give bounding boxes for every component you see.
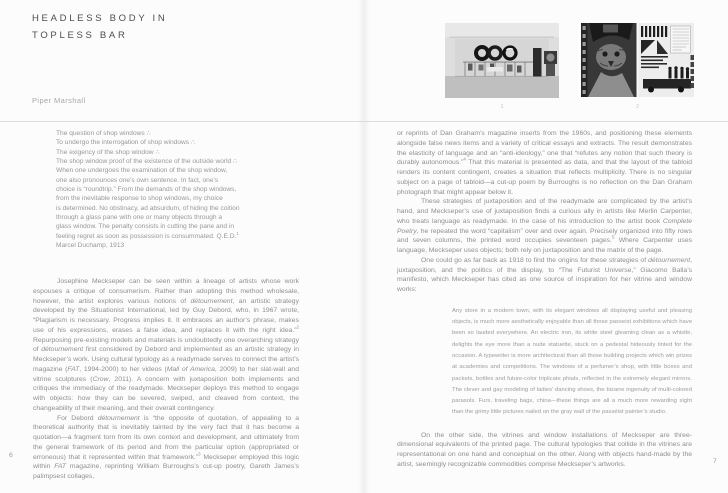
epigraph-line: To undergo the interrogation of shop windows ∴ [56, 139, 196, 147]
epigraph-line: The shop window proof of the existence of the outside world ∴ [56, 158, 238, 166]
epigraph-line: through a glass pane with one or many objects through a [56, 214, 223, 222]
figure-1-caption: 1 [500, 104, 504, 110]
body-paragraph: For Debord détournement is “the opposite of quotation, of appealing to a theoretical authority that is inevitably tainted by the very fact that it has become a quotation—a fragment torn from its own context and development, and ultimately from the general framework of its period and from the particular option (appropriated or erroneous) that it represented within that framework.”$^3$ Meckseper employed this logic within FAT magazine, reprinting William Burroughs’s cut-up poetry, Gareth James’s palimpsest collages, [33, 414, 300, 480]
author-name: Piper Marshall [32, 96, 86, 105]
body-paragraph: These strategies of juxtaposition and of the readymade are complicated by the artist’s hand, and Meckseper’s use of juxtaposition finds a curious ally in artists like Merlin Carpenter, who treats language as readymade. In the case of his introduction to the artist book Complete Poetry, he repeated the word “capitalism” over and over again. Precisely organized into fifty rows and seven columns, the printed word occupies seventeen pages.$^5$ Where Carpenter uses language, Meckseper uses objects; both rely on juxtaposition and the matrix of the page. [397, 198, 692, 254]
body-paragraph: Josephine Meckseper can be seen within a lineage of artists whose work espouses a critique of consumerism. Rather than adopting this method wholesale, however, the artist explores various notions of détournement, an artistic strategy developed by the Situationist International, led by Guy Debord, who, in 1967 wrote, “Plagiarism is necessary. Progress implies it. It embraces an author’s phrase, makes use of his expressions, erases a false idea, and replaces it with the right idea.”$^2$ Repurposing pre-existing models and materials is undoubtedly one overarching strategy of détournement first considered by Debord and implemented as an artistic strategy in Meckseper’s work. Using cultural typology as a readymade serves to connect the artist’s magazine (FAT, 1994-2000) to her videos (Mall of America, 2009) to her slat-wall and vitrine sculptures (Crow, 2011). A concern with juxtaposition both implements and critiques the immediacy of the readymade. Meckseper deploys this method to engage with objects: how they can be severed, swiped, and cleaved from context, the changeability of their meaning, and their overall contingency. [33, 278, 299, 412]
epigraph-line: Marcel Duchamp, 1913 [56, 242, 125, 250]
body-paragraph: One could go as far back as 1918 to find the origins for these strategies of détournement, juxtaposition, and the politics of the display, to “The Futurist Universe,” Giacomo Balla’s manifesto, which Meckseper has cited as one source of inspiration for her vitrine and window works: [397, 256, 692, 293]
balla-blockquote: Any store in a modern town, with its elegant windows all displaying useful and pleasing objects, is much more aesthetically enjoyable than all those passeist exhibitions which have been so lauded everywhere. An electric iron, its white steel gleaming clean as a whistle, delights the eye more than a nude statuette, stuck on a pedestal hideously tinted for the occasion. A typewriter is more architectural than all those building projects which win prizes at academies and competitions. The windows of a perfumer’s shop, with little boxes and packets, bottles and future-color triplicate phials, reflected in the extremely elegant mirrors. The clever and gay modeling of ladies’ dancing shoes, the bizarre ingenuity of multi-colored parasols. Furs, traveling bags, china—these things are all a much more rewarding sight than the grimy little pictures nailed on the gray wall of the passéist painter’s studio. [452, 307, 692, 416]
left-page-body [33, 277, 299, 482]
page-title-line-1: HEADLESS BODY IN [32, 13, 168, 24]
epigraph-line: glass window. The penalty consists in cutting the pane and in [56, 223, 235, 231]
right-page-body [397, 129, 692, 470]
figure-1-installation-photo [445, 23, 559, 98]
epigraph-line: one also pronounces one’s own sentence. In fact, one’s [56, 176, 219, 184]
duchamp-epigraph [56, 129, 308, 250]
epigraph-line: When one undergoes the examination of the shop window, [56, 167, 228, 175]
figure-2-magazine-spread-photo [581, 23, 694, 97]
epigraph-line: is determined. No obstinacy, ad absurdum, of hiding the coition [56, 204, 240, 212]
epigraph-line: The exigency of the shop window ∴ [56, 148, 160, 156]
epigraph-line: choice is “roundtrip.” From the demands of the shop windows, [56, 186, 237, 194]
page-title-line-2: TOPLESS BAR [32, 29, 128, 41]
header-divider-rule [0, 121, 728, 122]
epigraph-line: The question of shop windows ∴ [56, 130, 151, 137]
body-paragraph: or reprints of Dan Graham’s magazine inserts from the 1960s, and positioning these elements alongside false news items and a variety of critical essays and extracts. The result demonstrates the elasticity of language and an “anti-ideology,” one that “refutes any notion that such theory is durably autonomous.”$^4$ That this material is presented as data, and that the layout of the tabloid renders its content contingent, creates a situation that reflects multiplicity. There is no singular subject on a page of tabloid—a cut-up poem by Burroughs is no reflection on the Dan Graham photograph that might appear below it. [397, 130, 693, 196]
page-gutter-shadow [358, 0, 370, 493]
page-number-left: 6 [9, 452, 13, 459]
body-paragraph: On the other side, the vitrines and window installations of Meckseper are three-dimensional equivalents of the printed page. The cultural typologies that collide in the vitrines are representational on one hand and conceptual on the other. Along with objects hand-made by the artist, seemingly recognizable commodities comprise Meckseper’s artworks. [397, 431, 692, 468]
right-body-lower [397, 431, 692, 470]
right-body-upper [397, 129, 692, 295]
figure-2-caption: 2 [636, 104, 639, 110]
epigraph-line: from the inevitable response to shop windows, my choice [56, 195, 223, 203]
page-number-right: 7 [713, 458, 717, 465]
epigraph-line: feeling regret as soon as possession is consummated. Q.E.D.$^1$ [56, 230, 239, 240]
page-title [32, 11, 167, 44]
